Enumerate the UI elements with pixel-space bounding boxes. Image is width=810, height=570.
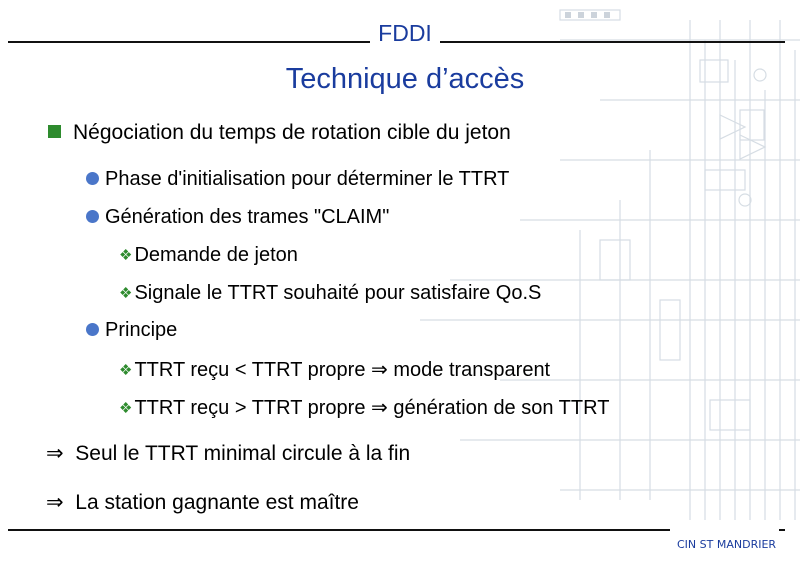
slide-title: Technique d’accès: [285, 63, 525, 95]
bullet-level3: [119, 395, 609, 420]
conclusion-line: [46, 490, 359, 515]
bullet-level1: [48, 121, 511, 145]
header-title: FDDI: [0, 20, 810, 47]
bullet-text: génération de son TTRT: [393, 397, 610, 419]
bullet-text: Signale le TTRT souhaité pour satisfaire Qo.S: [134, 282, 542, 304]
conclusion-text: Seul le TTRT minimal circule à la fin: [75, 442, 411, 465]
diamond-bullet-icon: ❖: [119, 362, 133, 379]
round-bullet-icon: [86, 210, 99, 223]
bullet-level2: [86, 168, 509, 191]
conclusion-text: La station gagnante est maître: [75, 491, 359, 514]
footer-rule: [8, 529, 670, 531]
diamond-bullet-icon: ❖: [119, 400, 133, 417]
bullet-text: Principe: [105, 319, 178, 341]
diamond-bullet-icon: ❖: [119, 247, 133, 264]
footer-text: CIN ST MANDRIER: [677, 538, 777, 551]
bullet-level2: [86, 206, 389, 229]
round-bullet-icon: [86, 323, 99, 336]
footer-rule-tick: [779, 529, 785, 531]
bullet-level3: [119, 244, 298, 267]
bullet-text: TTRT reçu > TTRT propre: [134, 397, 366, 419]
implies-arrow-icon: ⇒: [371, 357, 388, 381]
square-bullet-icon: [48, 125, 61, 138]
bullet-level3: [119, 357, 550, 382]
bullet-text: Génération des trames "CLAIM": [105, 206, 390, 228]
conclusion-line: [46, 441, 410, 466]
bullet-text: mode transparent: [393, 359, 551, 381]
implies-arrow-icon: ⇒: [46, 441, 64, 465]
diamond-bullet-icon: ❖: [119, 285, 133, 302]
bullet-level2: [86, 319, 177, 342]
bullet-text: Demande de jeton: [134, 244, 298, 266]
implies-arrow-icon: ⇒: [46, 490, 64, 514]
round-bullet-icon: [86, 172, 99, 185]
bullet-text: TTRT reçu < TTRT propre: [134, 359, 366, 381]
bullet-level3: [119, 282, 541, 305]
implies-arrow-icon: ⇒: [371, 395, 388, 419]
bullet-text: Phase d'initialisation pour déterminer le TTRT: [105, 168, 510, 190]
bullet-text: Négociation du temps de rotation cible du jeton: [73, 121, 511, 144]
